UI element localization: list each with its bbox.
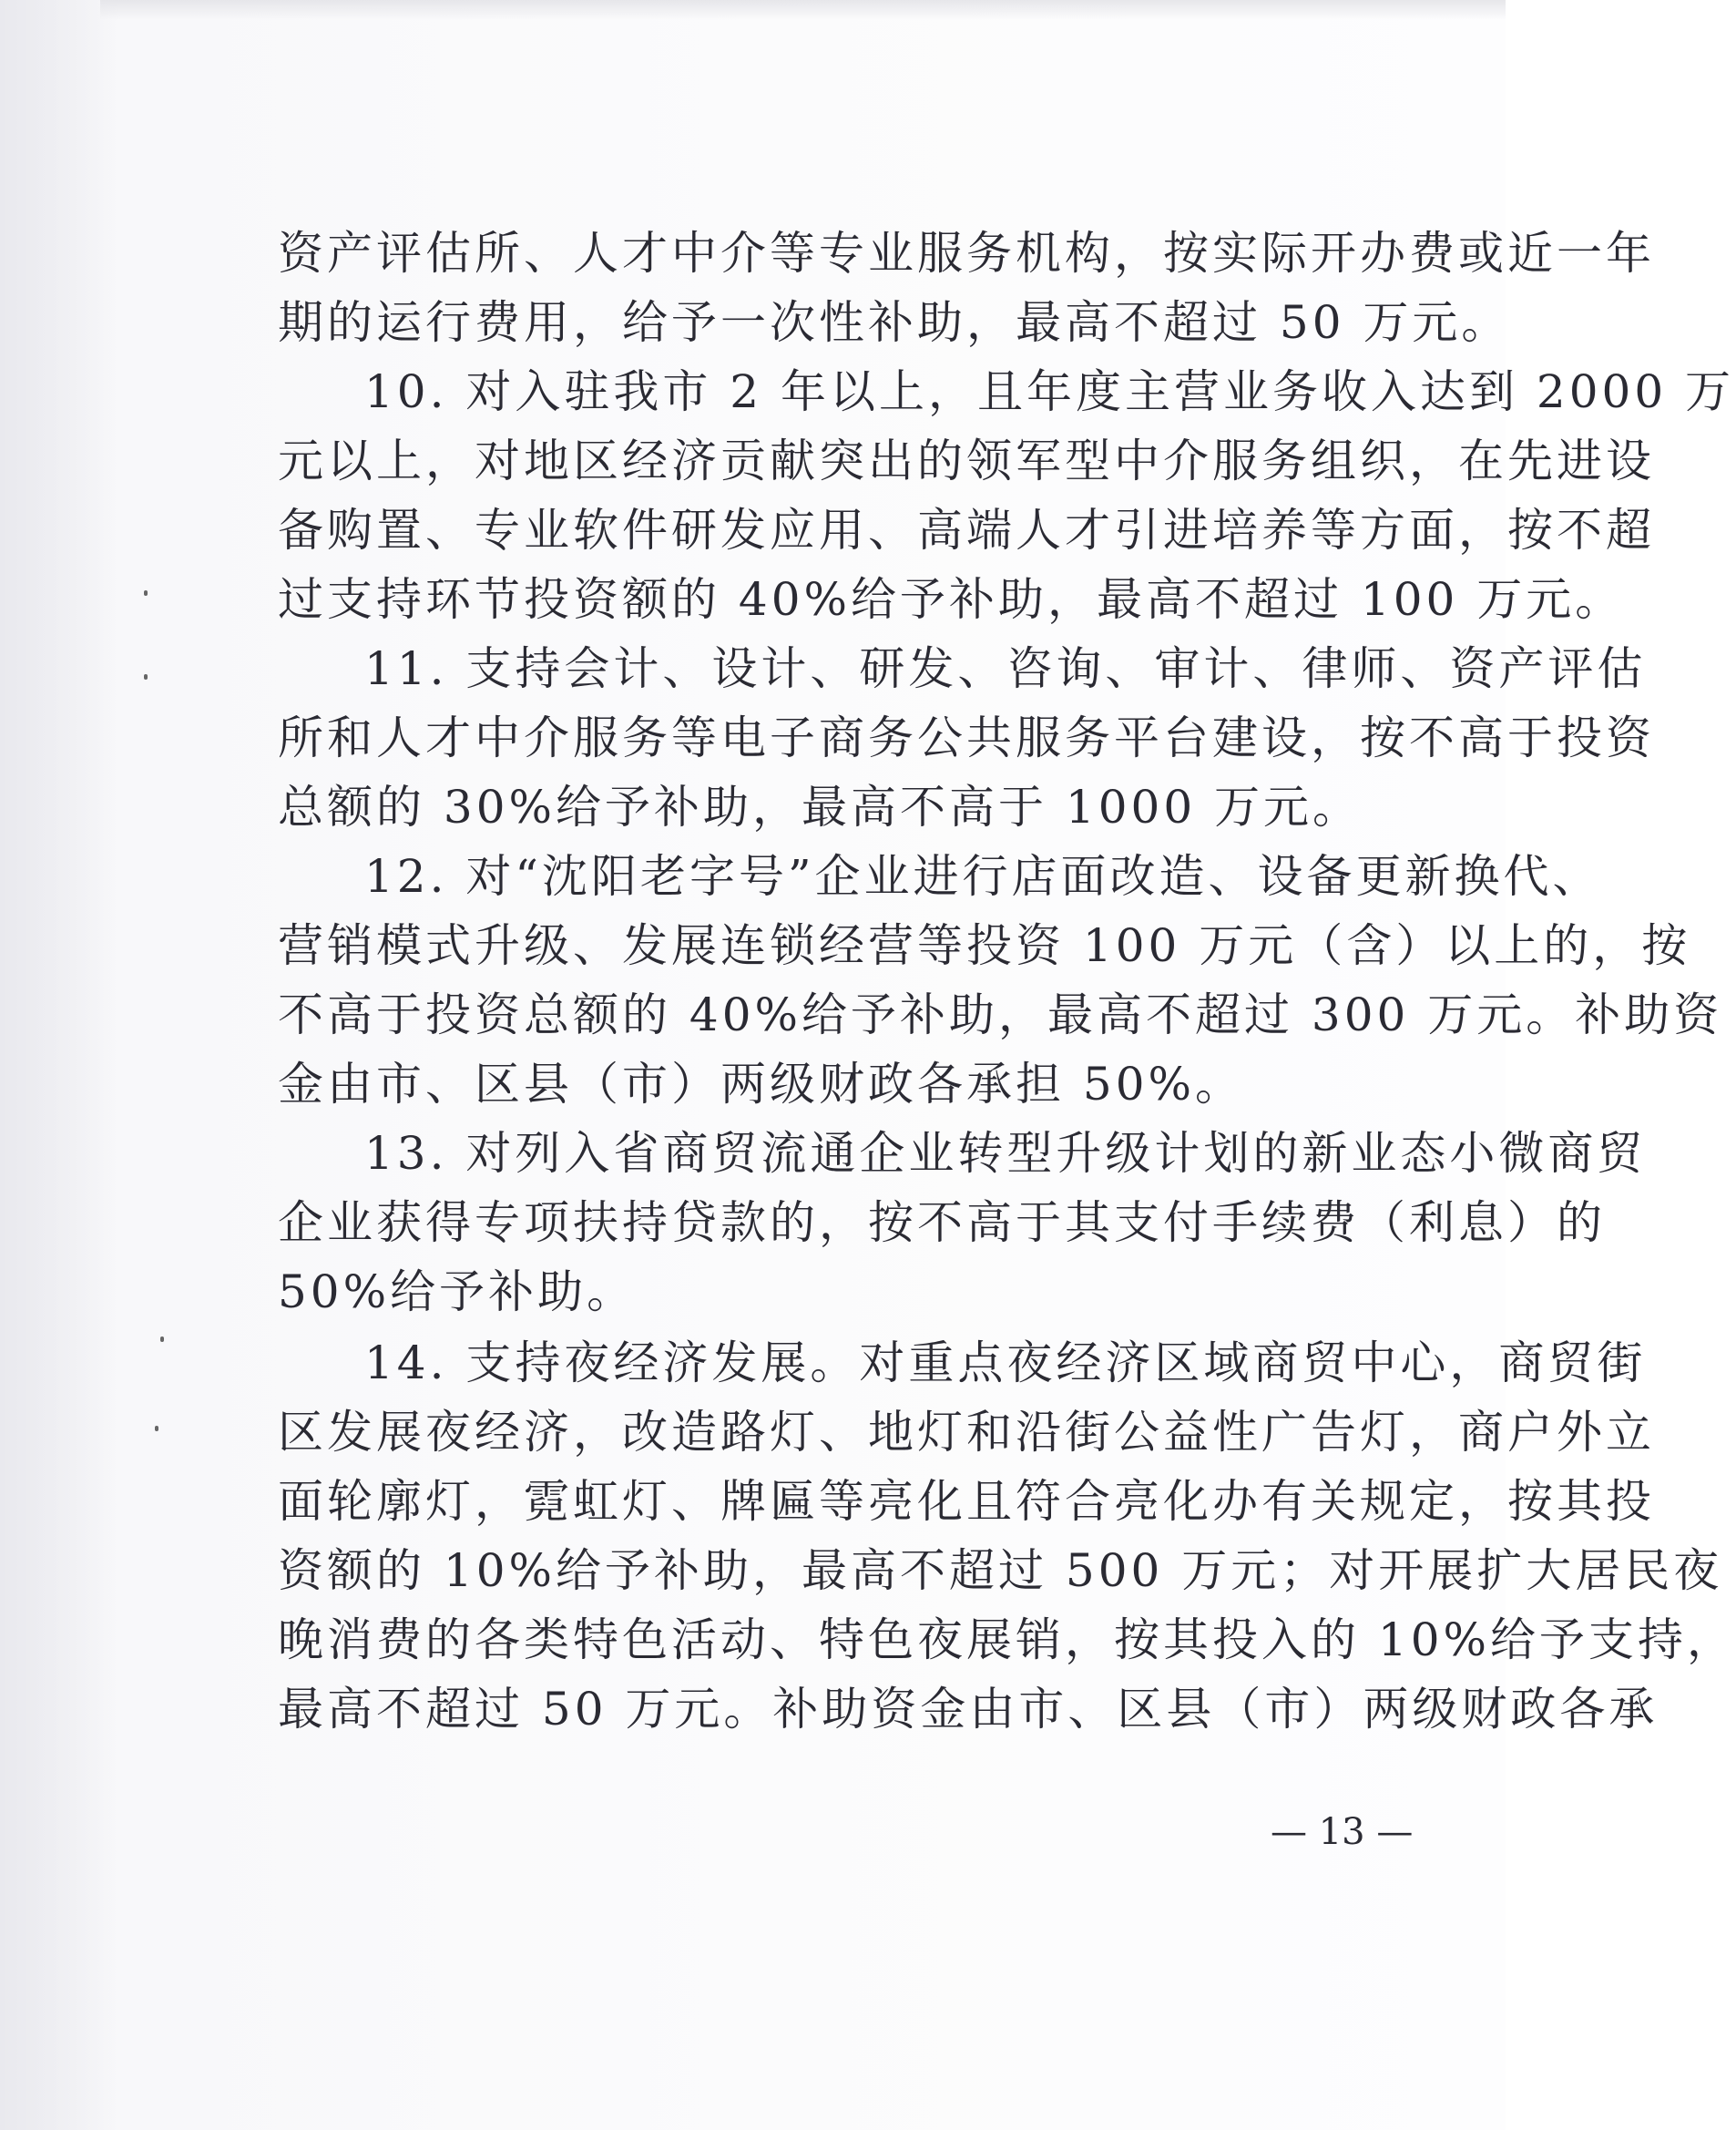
paragraph-line: 资产评估所、人才中介等专业服务机构，按实际开办费或近一年	[278, 227, 1655, 280]
paragraph-line: 11. 支持会计、设计、研发、咨询、审计、律师、资产评估	[364, 642, 1647, 695]
paragraph-line: 不高于投资总额的 40%给予补助，最高不超过 300 万元。补助资	[278, 988, 1723, 1041]
paragraph-line: 营销模式升级、发展连锁经营等投资 100 万元（含）以上的，按	[278, 919, 1691, 972]
paragraph-line: 期的运行费用，给予一次性补助，最高不超过 50 万元。	[278, 296, 1511, 349]
paragraph-line: 区发展夜经济，改造路灯、地灯和沿街公益性广告灯，商户外立	[278, 1406, 1655, 1459]
page-number: — 13 —	[1271, 1811, 1414, 1853]
paragraph-line: 元以上，对地区经济贡献突出的领军型中介服务组织，在先进设	[278, 435, 1655, 487]
paragraph-line: 所和人才中介服务等电子商务公共服务平台建设，按不高于投资	[278, 712, 1655, 764]
paragraph-line: 资额的 10%给予补助，最高不超过 500 万元；对开展扩大居民夜	[278, 1544, 1723, 1597]
paragraph-line: 总额的 30%给予补助，最高不高于 1000 万元。	[278, 781, 1363, 834]
paragraph-line: 12. 对“沈阳老字号”企业进行店面改造、设备更新换代、	[364, 850, 1602, 903]
paragraph-line: 过支持环节投资额的 40%给予补助，最高不超过 100 万元。	[278, 573, 1625, 626]
paragraph-line: 14. 支持夜经济发展。对重点夜经济区域商贸中心，商贸街	[364, 1336, 1647, 1389]
paragraph-line: 面轮廓灯，霓虹灯、牌匾等亮化且符合亮化办有关规定，按其投	[278, 1475, 1655, 1528]
paragraph-line: 晚消费的各类特色活动、特色夜展销，按其投入的 10%给予支持，	[278, 1613, 1736, 1666]
paragraph-line: 企业获得专项扶持贷款的，按不高于其支付手续费（利息）的	[278, 1196, 1606, 1249]
paragraph-line: 备购置、专业软件研发应用、高端人才引进培养等方面，按不超	[278, 504, 1655, 557]
paragraph-line: 13. 对列入省商贸流通企业转型升级计划的新业态小微商贸	[364, 1127, 1647, 1180]
paragraph-line: 最高不超过 50 万元。补助资金由市、区县（市）两级财政各承	[278, 1683, 1659, 1736]
paragraph-line: 10. 对入驻我市 2 年以上，且年度主营业务收入达到 2000 万	[364, 365, 1735, 418]
paragraph-line: 金由市、区县（市）两级财政各承担 50%。	[278, 1058, 1245, 1111]
paragraph-line: 50%给予补助。	[278, 1265, 637, 1318]
